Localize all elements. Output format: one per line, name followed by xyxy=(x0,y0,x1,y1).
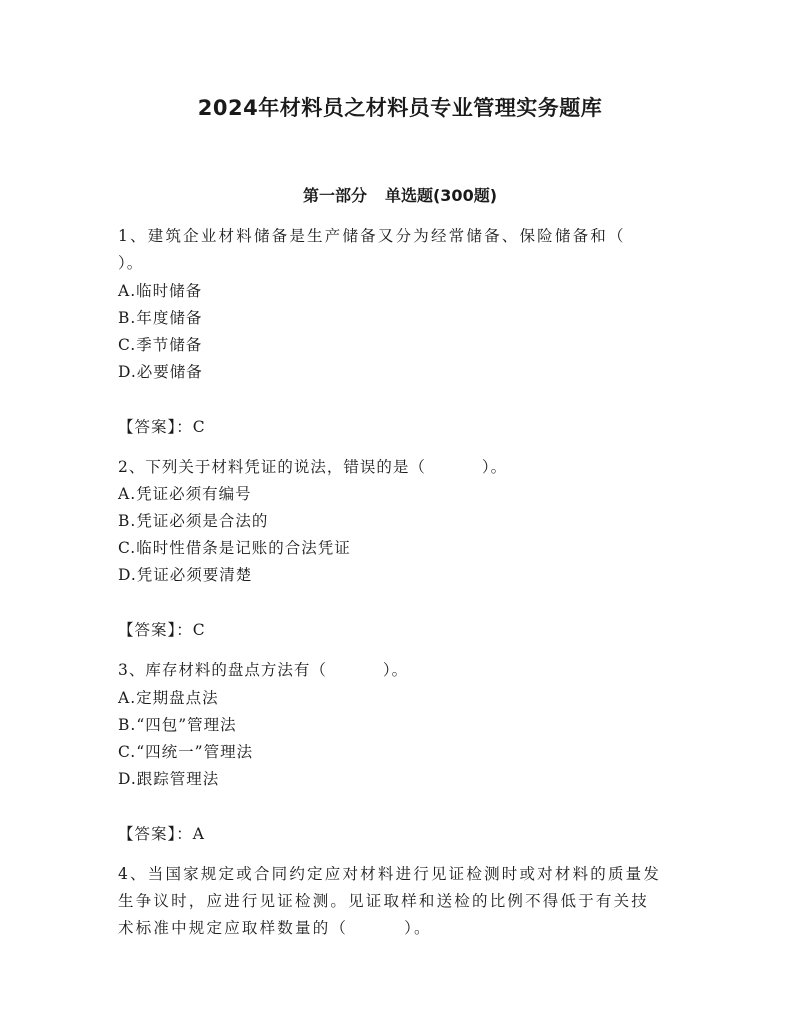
question-3-stem xyxy=(118,660,408,680)
section-name: 单选题(300题) xyxy=(384,186,498,205)
section-part: 第一部分 xyxy=(302,186,367,205)
answer-label: 【答案】： xyxy=(118,621,193,639)
question-1-answer xyxy=(118,417,206,437)
question-2-option-d: D.凭证必须要清楚 xyxy=(118,566,253,584)
question-2-option-b: B.凭证必须是合法的 xyxy=(118,512,269,530)
question-3-option-b: B.“四包”管理法 xyxy=(118,716,237,734)
question-1-option-a: A.临时储备 xyxy=(118,282,203,300)
question-4-stem-text: 术标准中规定应取样数量的（ xyxy=(118,919,349,937)
question-3-answer xyxy=(118,824,205,844)
question-3-option-a: A.定期盘点法 xyxy=(118,689,219,707)
question-4-stem-line-3 xyxy=(118,918,432,938)
question-4-stem-end: ）。 xyxy=(404,919,432,937)
question-4-stem-line-1: 4、当国家规定或合同约定应对材料进行见证检测时或对材料的质量发 xyxy=(118,865,662,883)
question-2-option-a: A.凭证必须有编号 xyxy=(118,485,252,503)
question-1-option-d: D.必要储备 xyxy=(118,363,203,381)
question-3-option-d: D.跟踪管理法 xyxy=(118,770,220,788)
question-4-stem-line-2: 生争议时，应进行见证检测。见证取样和送检的比例不得低于有关技 xyxy=(118,892,650,910)
answer-value: C xyxy=(192,418,206,436)
question-2-stem-end: ）。 xyxy=(481,458,508,476)
document-title: 2024年材料员之材料员专业管理实务题库 xyxy=(197,96,603,120)
section-heading xyxy=(0,183,800,206)
question-1-stem-line-1: 1、建筑企业材料储备是生产储备又分为经常储备、保险储备和（ xyxy=(118,227,626,245)
answer-label: 【答案】： xyxy=(118,418,193,436)
question-3-stem-text: 3、库存材料的盘点方法有（ xyxy=(118,661,327,679)
question-1-stem-line-2: ）。 xyxy=(118,254,144,272)
question-1-option-b: B.年度储备 xyxy=(118,309,203,327)
answer-label: 【答案】： xyxy=(118,825,193,843)
question-2-option-c: C.临时性借条是记账的合法凭证 xyxy=(118,539,351,557)
question-3-option-c: C.“四统一”管理法 xyxy=(118,743,254,761)
question-2-stem-text: 2、下列关于材料凭证的说法，错误的是（ xyxy=(118,458,426,476)
answer-value: A xyxy=(192,825,205,843)
answer-value: C xyxy=(192,621,206,639)
question-2-stem xyxy=(118,457,507,477)
question-2-answer xyxy=(118,620,206,640)
question-1-option-c: C.季节储备 xyxy=(118,336,203,354)
question-3-stem-end: ）。 xyxy=(382,661,409,679)
